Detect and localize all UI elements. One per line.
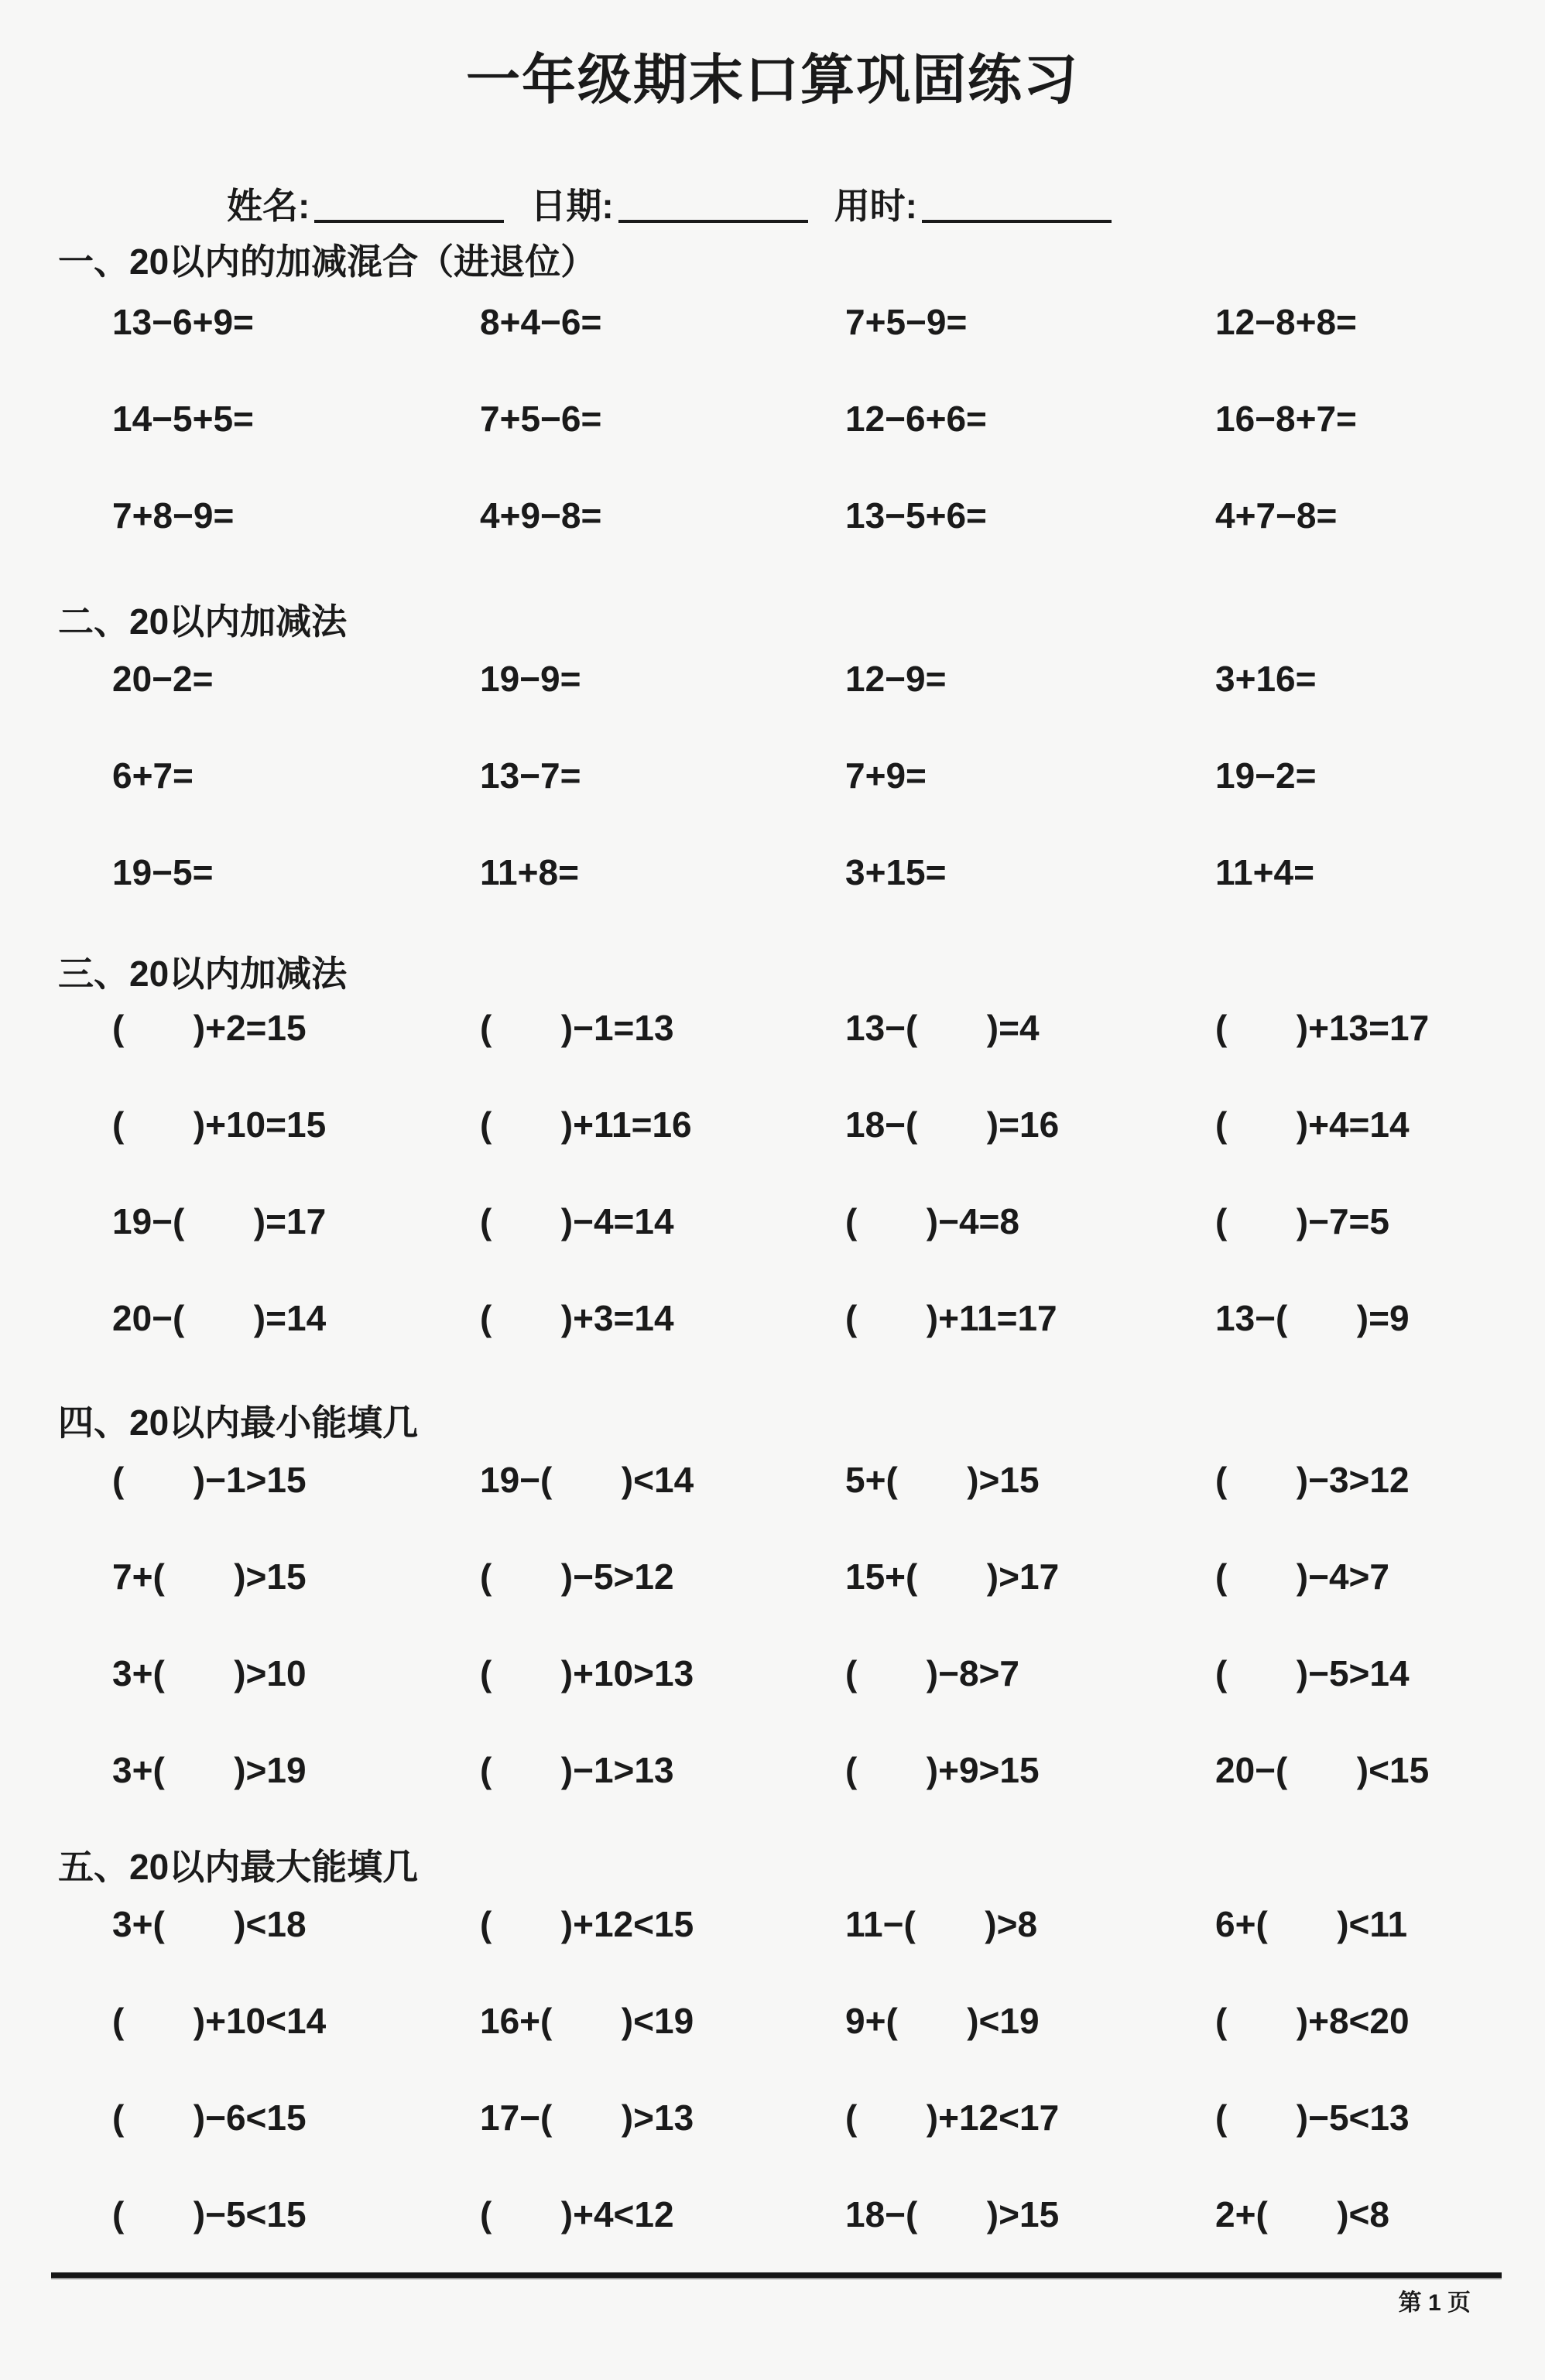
problem-row (0, 2097, 1545, 2194)
problem: 3+( )<18 (112, 1904, 307, 1944)
page-number: 第 1 页 (1398, 2290, 1471, 2316)
footer-rule (51, 2272, 1502, 2279)
section-5 (0, 1847, 1545, 2291)
problem: ( )+8<20 (1215, 2001, 1410, 2041)
section-heading: 二、20以内加减法 (58, 601, 348, 642)
problem: 19−( )<14 (480, 1460, 694, 1500)
problem: ( )−4=14 (480, 1201, 674, 1241)
section-3 (0, 954, 1545, 1395)
section-heading: 四、20以内最小能填几 (58, 1402, 419, 1443)
problem-row (0, 495, 1545, 592)
problem-row (0, 1904, 1545, 2001)
problem: 18−( )>15 (845, 2194, 1060, 2234)
problem: 14−5+5= (112, 399, 254, 439)
problem-row (0, 1201, 1545, 1298)
problem: ( )−5<15 (112, 2194, 307, 2234)
problem: ( )−1>15 (112, 1460, 307, 1500)
problem: ( )−4=8 (845, 1201, 1019, 1241)
problem: 17−( )>13 (480, 2097, 694, 2138)
problem: ( )+10>13 (480, 1653, 694, 1693)
problem: 2+( )<8 (1215, 2194, 1389, 2234)
time-label: 用时: (834, 186, 917, 226)
problem-row (0, 302, 1545, 399)
problem: 8+4−6= (480, 302, 602, 342)
problem: ( )+2=15 (112, 1008, 307, 1048)
problem-row (0, 1556, 1545, 1653)
problem: ( )+13=17 (1215, 1008, 1430, 1048)
problem: 13−( )=9 (1215, 1298, 1410, 1338)
problem-row (0, 399, 1545, 495)
problem: 3+15= (845, 852, 947, 892)
problem: 15+( )>17 (845, 1556, 1060, 1597)
problem: 4+9−8= (480, 495, 602, 536)
problem: 6+( )<11 (1215, 1904, 1408, 1944)
problem: 20−( )=14 (112, 1298, 327, 1338)
problem: 16−8+7= (1215, 399, 1357, 439)
problem: 19−9= (480, 659, 581, 699)
page-footer (51, 2272, 1502, 2317)
problem: 7+5−6= (480, 399, 602, 439)
problem: 3+16= (1215, 659, 1317, 699)
problem: 19−2= (1215, 755, 1317, 796)
problem: ( )−8>7 (845, 1653, 1019, 1693)
problem: ( )−6<15 (112, 2097, 307, 2138)
problem: 11+4= (1215, 852, 1314, 892)
problem-row (0, 1653, 1545, 1750)
problem: ( )+12<15 (480, 1904, 694, 1944)
problem: ( )+11=16 (480, 1104, 692, 1145)
section-heading: 一、20以内的加减混合（进退位） (58, 241, 597, 282)
problem: 11+8= (480, 852, 579, 892)
problem: 9+( )<19 (845, 2001, 1040, 2041)
problem: 20−2= (112, 659, 214, 699)
problem: 6+7= (112, 755, 194, 796)
problem: ( )−1=13 (480, 1008, 674, 1048)
problem: 20−( )<15 (1215, 1750, 1430, 1790)
problem: ( )+12<17 (845, 2097, 1060, 2138)
problem: 19−5= (112, 852, 214, 892)
problem-row (0, 2001, 1545, 2097)
problem: 7+8−9= (112, 495, 235, 536)
problem: ( )+4<12 (480, 2194, 674, 2234)
problem: 13−7= (480, 755, 581, 796)
problem-row (0, 1008, 1545, 1104)
problem: 7+9= (845, 755, 927, 796)
problem: ( )−7=5 (1215, 1201, 1389, 1241)
problem-row (0, 1104, 1545, 1201)
problem: ( )−4>7 (1215, 1556, 1389, 1597)
name-blank (314, 215, 504, 223)
problem-sections (0, 241, 1545, 2291)
problem: ( )−5<13 (1215, 2097, 1410, 2138)
page-title: 一年级期末口算巩固练习 (466, 50, 1079, 110)
date-blank (618, 215, 808, 223)
problem: 3+( )>19 (112, 1750, 307, 1790)
problem-row (0, 852, 1545, 949)
problem-row (0, 755, 1545, 852)
problem: 4+7−8= (1215, 495, 1338, 536)
problem: 3+( )>10 (112, 1653, 307, 1693)
problem: ( )−5>14 (1215, 1653, 1410, 1693)
time-blank (922, 215, 1112, 223)
problem: ( )+10<14 (112, 2001, 327, 2041)
problem: ( )−3>12 (1215, 1460, 1410, 1500)
problem: 12−9= (845, 659, 947, 699)
problem: ( )+10=15 (112, 1104, 327, 1145)
problem: 7+( )>15 (112, 1556, 307, 1597)
problem: 13−6+9= (112, 302, 254, 342)
problem-row (0, 1460, 1545, 1556)
problem: ( )+11=17 (845, 1298, 1057, 1338)
problem-row (0, 659, 1545, 755)
problem: 16+( )<19 (480, 2001, 694, 2041)
problem: ( )+4=14 (1215, 1104, 1410, 1145)
info-line (227, 186, 1545, 226)
section-4 (0, 1402, 1545, 1847)
problem: 12−8+8= (1215, 302, 1357, 342)
problem: 7+5−9= (845, 302, 968, 342)
section-1 (0, 241, 1545, 592)
problem: 12−6+6= (845, 399, 987, 439)
problem: 18−( )=16 (845, 1104, 1060, 1145)
section-2 (0, 601, 1545, 949)
problem: 19−( )=17 (112, 1201, 327, 1241)
problem-row (0, 1750, 1545, 1847)
section-heading: 三、20以内加减法 (58, 954, 348, 994)
problem: ( )−5>12 (480, 1556, 674, 1597)
problem: ( )+9>15 (845, 1750, 1040, 1790)
problem: 13−( )=4 (845, 1008, 1040, 1048)
problem: ( )+3=14 (480, 1298, 674, 1338)
problem: 11−( )>8 (845, 1904, 1038, 1944)
section-heading: 五、20以内最大能填几 (58, 1847, 419, 1887)
problem: 13−5+6= (845, 495, 987, 536)
problem-row (0, 1298, 1545, 1395)
problem: ( )−1>13 (480, 1750, 674, 1790)
name-label: 姓名: (227, 186, 310, 226)
date-label: 日期: (530, 186, 614, 226)
problem: 5+( )>15 (845, 1460, 1040, 1500)
